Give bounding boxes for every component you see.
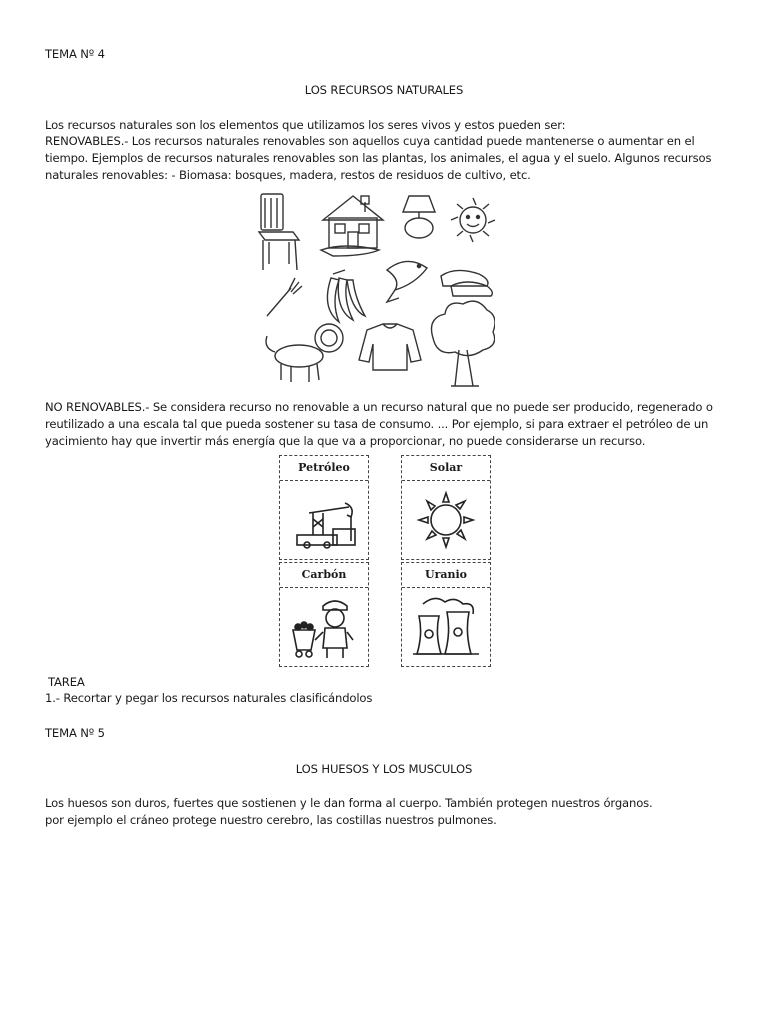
card-label: Solar [402,456,490,481]
tema4-heading: TEMA Nº 4 [45,47,105,61]
tema5-line-2: por ejemplo el cráneo protege nuestro cerebro, las costillas nuestros pulmones. [45,813,497,827]
bananas-icon [327,270,365,322]
oil-pump-icon [289,489,359,551]
house-icon [321,196,383,256]
nuclear-plant-icon [409,594,483,660]
card-label: Carbón [280,563,368,588]
card-label: Uranio [402,563,490,588]
renovables-paragraph: RENOVABLES.- Los recursos naturales renovables son aquellos cuya cantidad puede mantenerse o aumentar en el tiempo. Ejemplos de recursos naturales renovables son las plantas, los animales, el agua y el suelo. Algunos recursos naturales renovables: - Biomasa: bosques, madera, restos de residuos de cultivo, etc. [45,134,712,182]
card-carbon [279,562,369,667]
tema5-heading: TEMA Nº 5 [45,726,105,740]
sun-face-icon [451,198,495,242]
renewable-clipart-collage [255,190,495,390]
lamp-icon [403,196,435,238]
no-renovables-paragraph: NO RENOVABLES.- Se considera recurso no renovable a un recurso natural que no puede ser producido, regenerado o reutilizado a una escala tal que pueda sostener su tasa de consumo. ... Por ejemplo, si para extraer el petróleo de un yacimiento hay que invertir más energía que la que va a proporcionar, no puede considerarse un recurso. [45,400,713,448]
coal-miner-icon [289,594,359,660]
sweater-icon [359,324,421,370]
tema4-title: LOS RECURSOS NATURALES [304,83,464,97]
tema5-line-1: Los huesos son duros, fuertes que sostienen y le dan forma al cuerpo. También protegen nuestros órganos. [45,796,653,810]
sun-icon [411,489,481,551]
tarea-item-1: 1.- Recortar y pegar los recursos naturales clasificándolos [45,691,373,705]
fish-icon [387,261,427,302]
tema5-title: LOS HUESOS Y LOS MUSCULOS [295,762,473,776]
shoes-icon [441,270,492,296]
card-petroleo [279,455,369,560]
chair-icon [259,194,299,270]
tree-icon [432,301,496,386]
tarea-heading: TAREA [48,675,85,689]
lion-icon [266,324,343,382]
fork-icon [267,278,302,316]
card-solar [401,455,491,560]
tema4-intro: Los recursos naturales son los elementos que utilizamos los seres vivos y estos pueden ser: [45,118,566,132]
card-uranio [401,562,491,667]
card-label: Petróleo [280,456,368,481]
